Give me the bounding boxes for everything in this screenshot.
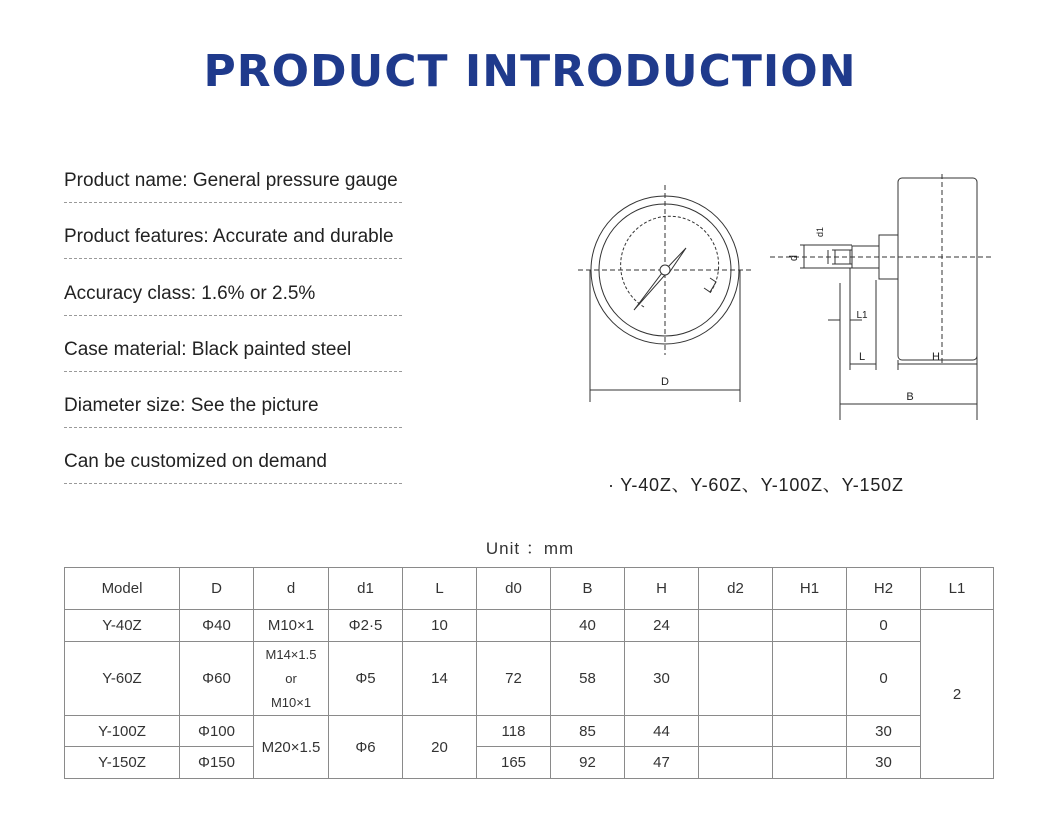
cell-model: Y-100Z bbox=[65, 716, 180, 747]
header-cell: B bbox=[551, 568, 625, 610]
gauge-side-view bbox=[770, 174, 994, 420]
table-row bbox=[65, 747, 994, 779]
cell-d2 bbox=[699, 747, 773, 779]
cell-model: Y-60Z bbox=[65, 642, 180, 716]
dimension-label-d1: d1 bbox=[815, 226, 825, 238]
cell-D: Φ100 bbox=[180, 716, 254, 747]
spec-case-material bbox=[64, 337, 404, 372]
dashed-divider bbox=[64, 371, 402, 372]
header-cell: H2 bbox=[847, 568, 921, 610]
spec-text: Diameter size: See the picture bbox=[64, 395, 319, 416]
cell-d0 bbox=[477, 610, 551, 642]
cell-H2: 0 bbox=[847, 642, 921, 716]
header-cell: d0 bbox=[477, 568, 551, 610]
spec-product-name bbox=[64, 168, 404, 203]
cell-H: 24 bbox=[625, 610, 699, 642]
cell-L: 14 bbox=[403, 642, 477, 716]
table-header-row bbox=[65, 568, 994, 610]
dimension-label-d: d bbox=[788, 254, 800, 262]
cell-H1 bbox=[773, 747, 847, 779]
spec-customized bbox=[64, 449, 404, 484]
dimension-label-H: H bbox=[932, 351, 940, 363]
cell-D: Φ40 bbox=[180, 610, 254, 642]
table-row bbox=[65, 610, 994, 642]
cell-d1-merged: Φ6 bbox=[329, 716, 403, 779]
cell-model: Y-40Z bbox=[65, 610, 180, 642]
cell-d-line: or bbox=[285, 670, 297, 686]
dashed-divider bbox=[64, 202, 402, 203]
header-cell: d2 bbox=[699, 568, 773, 610]
cell-model: Y-150Z bbox=[65, 747, 180, 779]
spec-text: Case material: Black painted steel bbox=[64, 339, 352, 360]
unit-label: Unit ：mm bbox=[485, 539, 575, 558]
spec-text: Accuracy class: 1.6% or 2.5% bbox=[64, 283, 316, 304]
cell-D: Φ60 bbox=[180, 642, 254, 716]
cell-H2: 30 bbox=[847, 716, 921, 747]
dashed-divider bbox=[64, 315, 402, 316]
cell-L1-merged: 2 bbox=[921, 610, 994, 779]
cell-H: 30 bbox=[625, 642, 699, 716]
cell-B: 40 bbox=[551, 610, 625, 642]
spec-diameter-size bbox=[64, 393, 404, 428]
gauge-front-view bbox=[578, 185, 752, 402]
spec-text: Product name: General pressure gauge bbox=[64, 170, 398, 191]
cell-L-merged: 20 bbox=[403, 716, 477, 779]
cell-d-merged: M20×1.5 bbox=[254, 716, 329, 779]
dashed-divider bbox=[64, 483, 402, 484]
dimension-label-L1: L1 bbox=[856, 310, 868, 321]
cell-H2: 30 bbox=[847, 747, 921, 779]
cell-d2 bbox=[699, 610, 773, 642]
cell-H: 47 bbox=[625, 747, 699, 779]
cell-H1 bbox=[773, 610, 847, 642]
dashed-divider bbox=[64, 427, 402, 428]
cell-B: 58 bbox=[551, 642, 625, 716]
page-title: PRODUCT INTRODUCTION bbox=[203, 46, 857, 97]
cell-B: 92 bbox=[551, 747, 625, 779]
spec-text: Can be customized on demand bbox=[64, 451, 327, 472]
cell-d0: 118 bbox=[477, 716, 551, 747]
header-cell: Model bbox=[65, 568, 180, 610]
cell-D: Φ150 bbox=[180, 747, 254, 779]
cell-d0: 72 bbox=[477, 642, 551, 716]
dimension-label-D: D bbox=[661, 376, 669, 388]
cell-L: 10 bbox=[403, 610, 477, 642]
cell-H2: 0 bbox=[847, 610, 921, 642]
header-cell: d bbox=[254, 568, 329, 610]
dimension-table bbox=[64, 567, 994, 779]
table-row bbox=[65, 716, 994, 747]
cell-d1: Φ5 bbox=[329, 642, 403, 716]
cell-H: 44 bbox=[625, 716, 699, 747]
spec-accuracy-class bbox=[64, 281, 404, 316]
cell-H1 bbox=[773, 642, 847, 716]
cell-d1: Φ2·5 bbox=[329, 610, 403, 642]
header-cell: D bbox=[180, 568, 254, 610]
cell-B: 85 bbox=[551, 716, 625, 747]
models-caption: · Y-40Z、Y-60Z、Y-100Z、Y-150Z bbox=[608, 475, 904, 495]
spec-product-features bbox=[64, 224, 404, 259]
cell-d2 bbox=[699, 642, 773, 716]
header-cell: L bbox=[403, 568, 477, 610]
cell-d bbox=[254, 642, 329, 716]
cell-d0: 165 bbox=[477, 747, 551, 779]
header-cell: H bbox=[625, 568, 699, 610]
dimension-label-B: B bbox=[906, 391, 914, 403]
dimension-label-L: L bbox=[858, 351, 866, 363]
header-cell: L1 bbox=[921, 568, 994, 610]
header-cell: H1 bbox=[773, 568, 847, 610]
dashed-divider bbox=[64, 258, 402, 259]
header-cell: d1 bbox=[329, 568, 403, 610]
spec-text: Product features: Accurate and durable bbox=[64, 226, 394, 247]
table-row bbox=[65, 642, 994, 716]
cell-d-line: M10×1 bbox=[270, 694, 312, 710]
cell-d-line: M14×1.5 bbox=[265, 646, 317, 662]
cell-H1 bbox=[773, 716, 847, 747]
cell-d: M10×1 bbox=[254, 610, 329, 642]
gauge-dimension-drawing bbox=[560, 170, 1000, 430]
cell-d2 bbox=[699, 716, 773, 747]
